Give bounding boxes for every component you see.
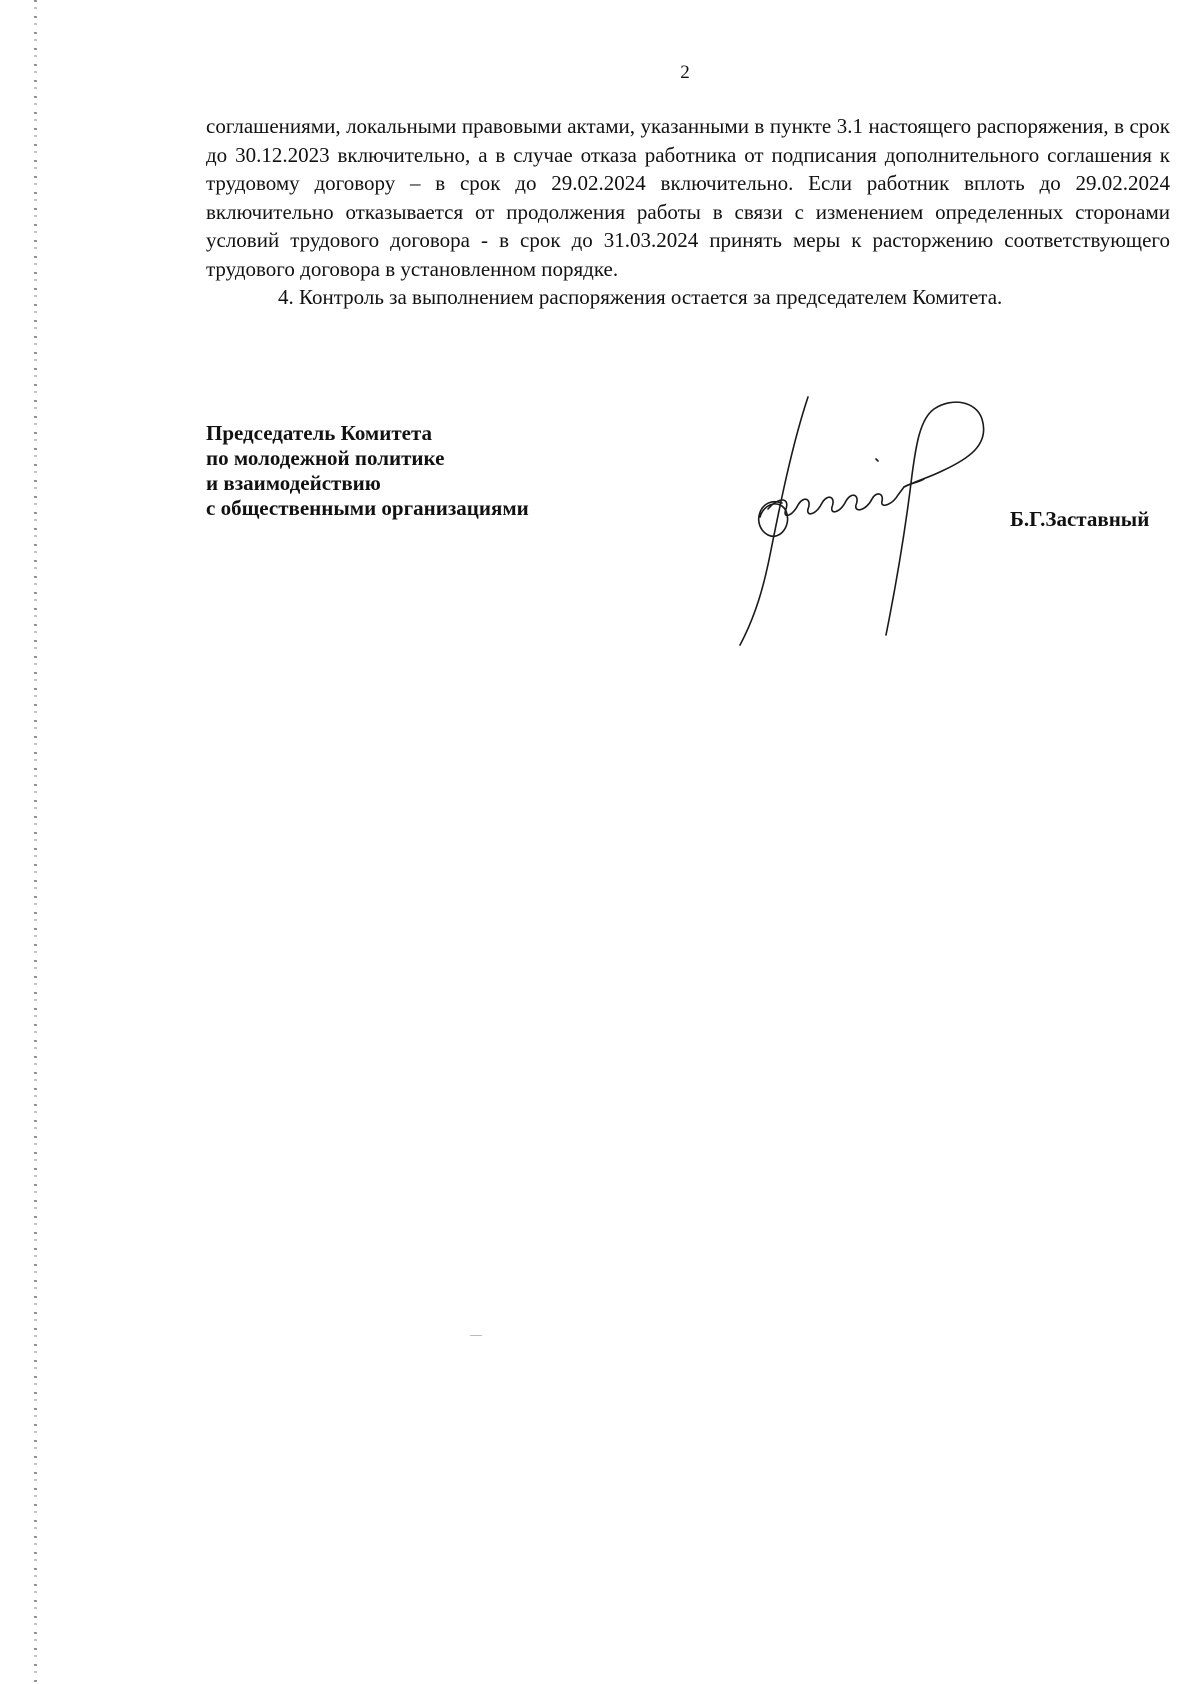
signer-position-line: и взаимодействию — [206, 471, 381, 495]
page-number: 2 — [680, 62, 690, 83]
signer-name: Б.Г.Заставный — [1010, 507, 1150, 531]
signer-position-line: Председатель Комитета — [206, 421, 433, 445]
signer-position-line: с общественными организациями — [206, 496, 529, 520]
scan-speck — [470, 1335, 482, 1336]
paragraph-continuation: соглашениями, локальными правовыми актами, указанными в пункте 3.1 настоящего распоряжения, в срок до 30.12.2023 включительно, а в случае отказа работника от подписания дополнительного соглашения к трудовому договору – в срок до 29.02.2024 включительно. Если работник вплоть до 29.02.2024 включительно отказывается от продолжения работы в связи с изменением определенных сторонами условий трудового договора - в срок до 31.03.2024 принять меры к расторжению соответствующего трудового договора в установленном порядке. — [206, 114, 1170, 281]
document-body — [206, 112, 1170, 312]
scan-edge-artifact — [34, 0, 37, 1684]
signer-position — [206, 421, 529, 521]
handwritten-signature — [720, 385, 1040, 665]
paragraph-item-4: 4. Контроль за выполнением распоряжения остается за председателем Комитета. — [278, 285, 1003, 309]
signer-position-line: по молодежной политике — [206, 446, 445, 470]
